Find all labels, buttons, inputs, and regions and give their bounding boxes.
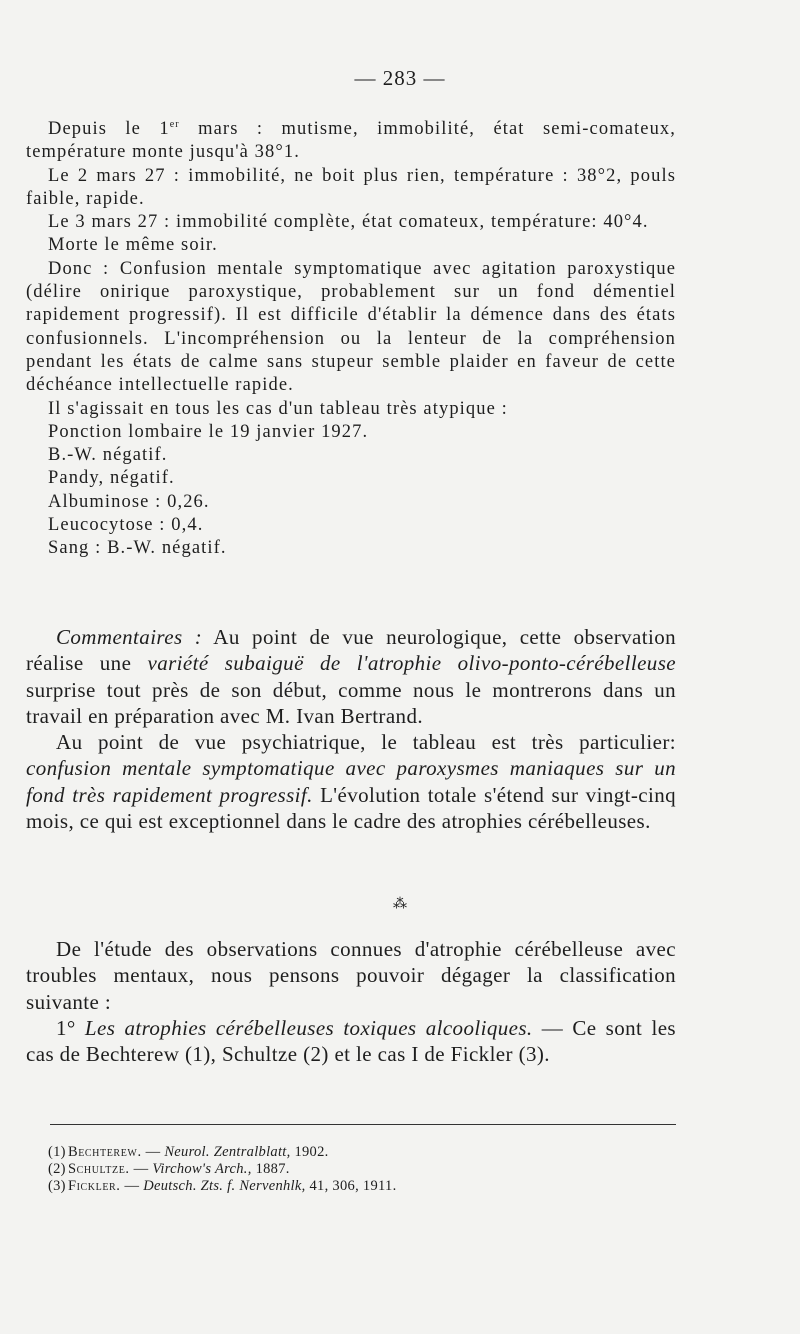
- classification-intro: De l'étude des observations connues d'atrophie cérébelleuse avec troubles mentaux, nous pensons pouvoir dégager la classification suivante :: [26, 937, 676, 1014]
- case-paragraph: Donc : Confusion mentale symptomatique avec agitation paroxystique (délire onirique paroxystique, probablement sur un fond démentiel rapidement progressif). Il est difficile d'établir la démence dans des états confusionnels. L'incompréhension ou la lenteur de la compréhension pendant les états de calme sans stupeur semble plaider en faveur de cette déchéance intellectuelle rapide.: [26, 258, 676, 396]
- case-paragraph: Depuis le 1er mars : mutisme, immobilité, état semi-comateux, température monte jusqu'à 38°1.: [26, 118, 676, 163]
- commentary-paragraph: Commentaires : Au point de vue neurologique, cette observation réalise une variété subaiguë de l'atrophie olivo-ponto-cérébelleuse surprise tout près de son début, comme nous le montrerons dans un travail en préparation avec M. Ivan Bertrand.: [26, 625, 676, 728]
- classification-item: 1° Les atrophies cérébelleuses toxiques alcooliques. — Ce sont les cas de Bechterew (1), Schultze (2) et le cas I de Fickler (3).: [26, 1015, 676, 1067]
- classification: [26, 936, 676, 1067]
- footnote: (2) Schultze. — Virchow's Arch., 1887.: [48, 1161, 290, 1177]
- case-paragraph: Le 2 mars 27 : immobilité, ne boit plus rien, température : 38°2, pouls faible, rapide.: [26, 165, 676, 209]
- commentary: [26, 624, 676, 834]
- lab-result: Pandy, négatif.: [48, 468, 175, 489]
- commentary-paragraph: Au point de vue psychiatrique, le tableau est très particulier: confusion mentale symptomatique avec paroxysmes maniaques sur un fond très rapidement progressif. L'évolution totale s'étend sur vingt-cinq mois, ce qui est exceptionnel dans le cadre des atrophies cérébelleuses.: [26, 730, 676, 834]
- case-paragraph: Morte le même soir.: [48, 235, 218, 256]
- footnotes: [48, 1144, 688, 1195]
- section-separator: ⁂: [393, 897, 407, 912]
- lab-result: Albuminose : 0,26.: [48, 491, 210, 512]
- footnote-divider: [50, 1124, 676, 1125]
- case-paragraph: Le 3 mars 27 : immobilité complète, état comateux, température: 40°4.: [48, 212, 649, 233]
- case-paragraph: Il s'agissait en tous les cas d'un tableau très atypique :: [48, 398, 508, 419]
- case-report: [26, 118, 676, 561]
- lab-result: Ponction lombaire le 19 janvier 1927.: [48, 421, 369, 442]
- commentary-label: Commentaires :: [56, 625, 203, 649]
- lab-result: Leucocytose : 0,4.: [48, 515, 204, 536]
- page-number: — 283 —: [354, 66, 446, 90]
- lab-result: Sang : B.-W. négatif.: [48, 538, 227, 559]
- footnote: (3) Fickler. — Deutsch. Zts. f. Nervenhlk, 41, 306, 1911.: [48, 1178, 397, 1194]
- footnote: (1) Bechterew. — Neurol. Zentralblatt, 1902.: [48, 1144, 329, 1160]
- lab-result: B.-W. négatif.: [48, 445, 168, 466]
